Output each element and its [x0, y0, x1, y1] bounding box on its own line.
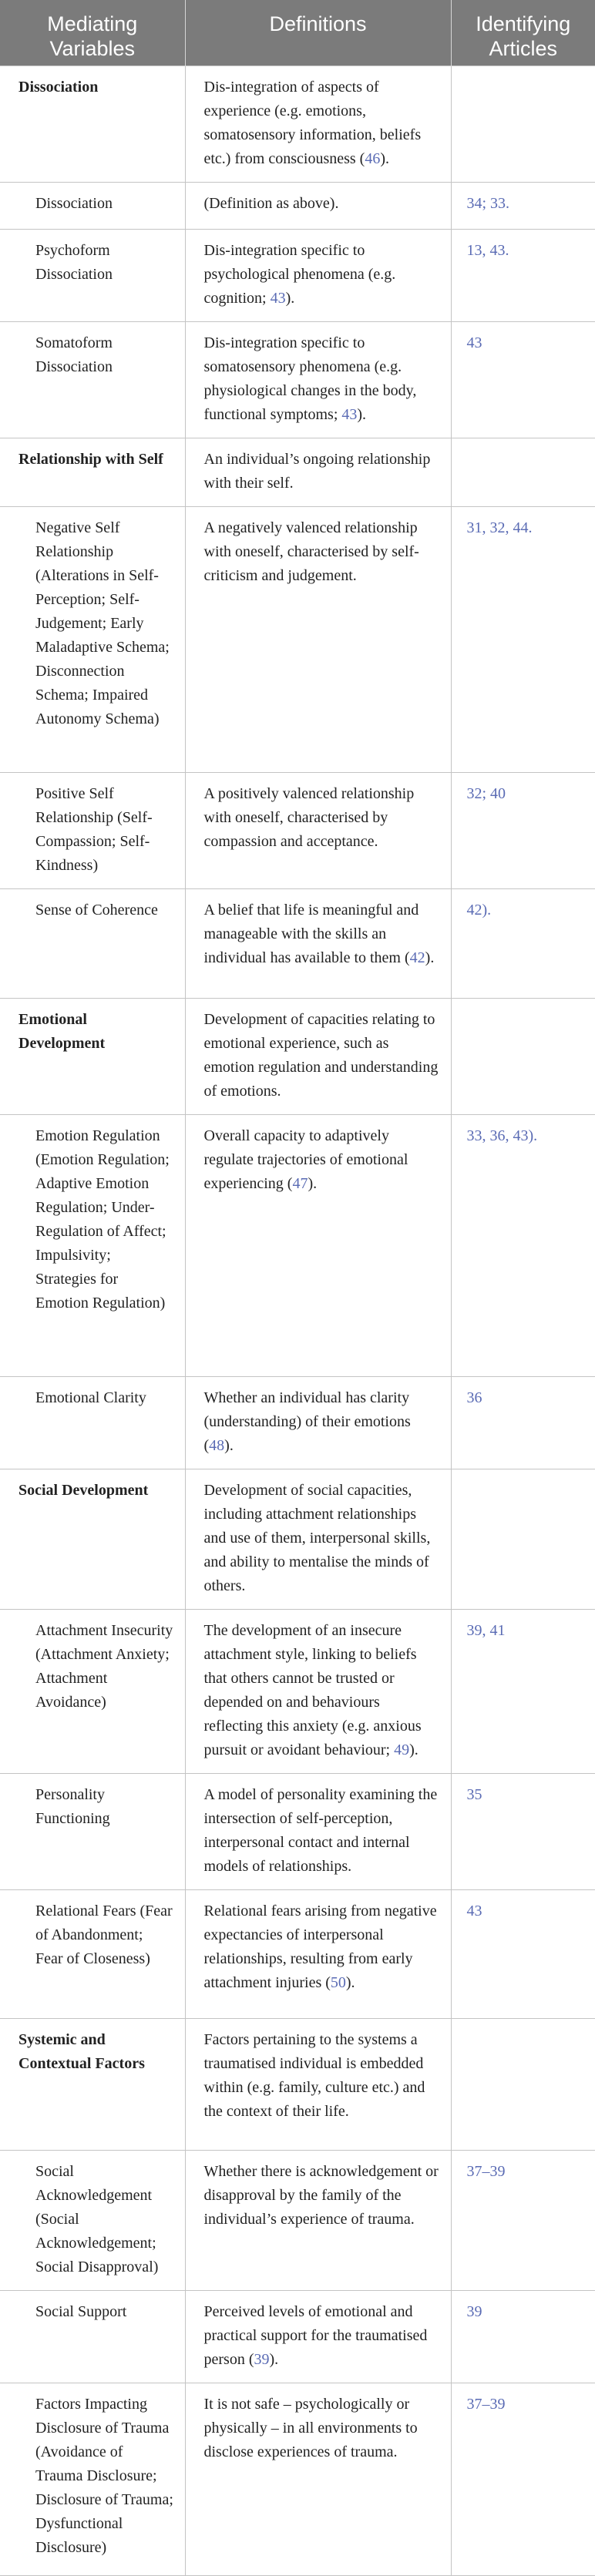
- definition-text: Perceived levels of emotional and practical support for the traumatised person (: [203, 2303, 428, 2368]
- variable-name: Social Acknowledgement (Social Acknowledgement; Social Disapproval): [0, 2151, 185, 2291]
- article-refs[interactable]: 13, 43.: [451, 230, 595, 322]
- definition-text-end: ).: [425, 949, 435, 966]
- definition-text: Development of social capacities, including attachment relationships and use of them, interpersonal skills, and ability to mentalise the minds of others.: [203, 1482, 431, 1594]
- header-row: [0, 0, 595, 66]
- article-refs[interactable]: [451, 999, 595, 1115]
- definition-text: A negatively valenced relationship with oneself, characterised by self-criticism and judgement.: [203, 519, 419, 584]
- variable-name: Social Support: [0, 2291, 185, 2383]
- article-refs[interactable]: [451, 438, 595, 507]
- article-refs[interactable]: 34; 33.: [451, 183, 595, 230]
- citation-link[interactable]: 48: [209, 1437, 225, 1454]
- definition-text: A model of personality examining the intersection of self-perception, interpersonal contact and internal models of relationships.: [203, 1786, 438, 1875]
- article-refs[interactable]: [451, 2019, 595, 2151]
- definition-text: Overall capacity to adaptively regulate trajectories of emotional experiencing (: [203, 1127, 408, 1192]
- subvariable-row: [0, 773, 595, 889]
- header-identifying-articles: Identifying Articles: [451, 0, 595, 66]
- table-body: [0, 66, 595, 2576]
- definition-text-end: ).: [224, 1437, 234, 1454]
- definition: [185, 322, 451, 438]
- category-row: [0, 66, 595, 183]
- article-refs[interactable]: [451, 1469, 595, 1610]
- definition-text-end: ).: [380, 150, 389, 167]
- variable-name: Social Development: [0, 1469, 185, 1610]
- definition-text: An individual’s ongoing relationship with their self.: [203, 451, 431, 492]
- article-refs[interactable]: 33, 36, 43).: [451, 1115, 595, 1377]
- variable-name: Systemic and Contextual Factors: [0, 2019, 185, 2151]
- definition: [185, 2019, 451, 2151]
- definition-text: Dis-integration specific to psychological phenomena (e.g. cognition;: [203, 242, 396, 307]
- definition-text: Dis-integration of aspects of experience (e.g. emotions, somatosensory information, beliefs etc.) from consciousness (: [203, 79, 422, 167]
- category-row: [0, 999, 595, 1115]
- category-row: [0, 1469, 595, 1610]
- definition-text: The development of an insecure attachment style, linking to beliefs that others cannot be trusted or depended on and behaviours reflecting this anxiety (e.g. anxious pursuit or avoidant behaviour;: [203, 1622, 422, 1758]
- citation-link[interactable]: 50: [330, 1974, 346, 1991]
- variable-name: Positive Self Relationship (Self-Compassion; Self-Kindness): [0, 773, 185, 889]
- definition-text: (Definition as above).: [203, 195, 339, 212]
- subvariable-row: [0, 1890, 595, 2019]
- definition-text-end: ).: [308, 1175, 318, 1192]
- definition: [185, 999, 451, 1115]
- definition: [185, 1115, 451, 1377]
- article-refs[interactable]: 43: [451, 322, 595, 438]
- variable-name: Emotional Development: [0, 999, 185, 1115]
- definition: [185, 230, 451, 322]
- definition: [185, 2151, 451, 2291]
- citation-link[interactable]: 39: [254, 2351, 270, 2368]
- definition-text: Whether an individual has clarity (understanding) of their emotions (: [203, 1389, 411, 1454]
- variable-name: Relational Fears (Fear of Abandonment; Fear of Closeness): [0, 1890, 185, 2019]
- article-refs[interactable]: [451, 66, 595, 183]
- definition-text: A belief that life is meaningful and manageable with the skills an individual has available to them (: [203, 902, 419, 966]
- table-header: [0, 0, 595, 66]
- variable-name: Dissociation: [0, 183, 185, 230]
- article-refs[interactable]: 31, 32, 44.: [451, 507, 595, 773]
- subvariable-row: [0, 2383, 595, 2576]
- definition-text-end: ).: [269, 2351, 279, 2368]
- definition-text-end: ).: [409, 1741, 419, 1758]
- header-mediating-variables: Mediating Variables: [0, 0, 185, 66]
- citation-link[interactable]: 43: [270, 290, 286, 307]
- citation-link[interactable]: 42: [409, 949, 425, 966]
- definition: [185, 1890, 451, 2019]
- citation-link[interactable]: 47: [292, 1175, 308, 1192]
- header-definitions: Definitions: [185, 0, 451, 66]
- definition-text: Factors pertaining to the systems a traumatised individual is embedded within (e.g. family, culture etc.) and the context of their life.: [203, 2031, 425, 2120]
- variable-name: Personality Functioning: [0, 1774, 185, 1890]
- definition: [185, 1610, 451, 1774]
- variable-name: Sense of Coherence: [0, 889, 185, 999]
- variable-name: Factors Impacting Disclosure of Trauma (Avoidance of Trauma Disclosure; Disclosure of Trauma; Dysfunctional Disclosure): [0, 2383, 185, 2576]
- definition-text: It is not safe – psychologically or physically – in all environments to disclose experiences of trauma.: [203, 2396, 418, 2460]
- article-refs[interactable]: 37–39: [451, 2151, 595, 2291]
- variable-name: Dissociation: [0, 66, 185, 183]
- variable-name: Emotion Regulation (Emotion Regulation; Adaptive Emotion Regulation; Under-Regulation of Affect; Impulsivity; Strategies for Emotion Regulation): [0, 1115, 185, 1377]
- variable-name: Somatoform Dissociation: [0, 322, 185, 438]
- definition: [185, 773, 451, 889]
- definition: [185, 66, 451, 183]
- definition-text-end: ).: [357, 406, 367, 423]
- article-refs[interactable]: 43: [451, 1890, 595, 2019]
- article-refs[interactable]: 39: [451, 2291, 595, 2383]
- category-row: [0, 438, 595, 507]
- subvariable-row: [0, 322, 595, 438]
- definition-text: Development of capacities relating to emotional experience, such as emotion regulation and understanding of emotions.: [203, 1011, 439, 1100]
- definition: [185, 889, 451, 999]
- variable-name: Relationship with Self: [0, 438, 185, 507]
- definition: [185, 1774, 451, 1890]
- definition-text: Whether there is acknowledgement or disapproval by the family of the individual’s experience of trauma.: [203, 2163, 439, 2228]
- definition-text: A positively valenced relationship with oneself, characterised by compassion and acceptance.: [203, 785, 415, 850]
- subvariable-row: [0, 2151, 595, 2291]
- definition: [185, 1377, 451, 1469]
- citation-link[interactable]: 46: [365, 150, 381, 167]
- variable-name: Emotional Clarity: [0, 1377, 185, 1469]
- article-refs[interactable]: 42).: [451, 889, 595, 999]
- citation-link[interactable]: 43: [341, 406, 358, 423]
- subvariable-row: [0, 1774, 595, 1890]
- subvariable-row: [0, 507, 595, 773]
- definition: [185, 2291, 451, 2383]
- article-refs[interactable]: 32; 40: [451, 773, 595, 889]
- category-row: [0, 2019, 595, 2151]
- subvariable-row: [0, 230, 595, 322]
- definition: [185, 183, 451, 230]
- subvariable-row: [0, 1115, 595, 1377]
- variable-name: Psychoform Dissociation: [0, 230, 185, 322]
- article-refs[interactable]: 35: [451, 1774, 595, 1890]
- variable-name: Attachment Insecurity (Attachment Anxiety; Attachment Avoidance): [0, 1610, 185, 1774]
- subvariable-row: [0, 1610, 595, 1774]
- article-refs[interactable]: 37–39: [451, 2383, 595, 2576]
- subvariable-row: [0, 889, 595, 999]
- article-refs[interactable]: 36: [451, 1377, 595, 1469]
- definition: [185, 507, 451, 773]
- definition-text: Relational fears arising from negative expectancies of interpersonal relationships, resulting from early attachment injuries (: [203, 1903, 437, 1991]
- definition: [185, 2383, 451, 2576]
- citation-link[interactable]: 49: [394, 1741, 410, 1758]
- subvariable-row: [0, 183, 595, 230]
- article-refs[interactable]: 39, 41: [451, 1610, 595, 1774]
- definition-text-end: ).: [345, 1974, 355, 1991]
- definition: [185, 438, 451, 507]
- subvariable-row: [0, 1377, 595, 1469]
- variable-name: Negative Self Relationship (Alterations in Self-Perception; Self-Judgement; Early Maladaptive Schema; Disconnection Schema; Impaired Autonomy Schema): [0, 507, 185, 773]
- definition-text-end: ).: [285, 290, 295, 307]
- definition-text: Dis-integration specific to somatosensory phenomena (e.g. physiological changes in the body, functional symptoms;: [203, 334, 417, 423]
- subvariable-row: [0, 2291, 595, 2383]
- definition: [185, 1469, 451, 1610]
